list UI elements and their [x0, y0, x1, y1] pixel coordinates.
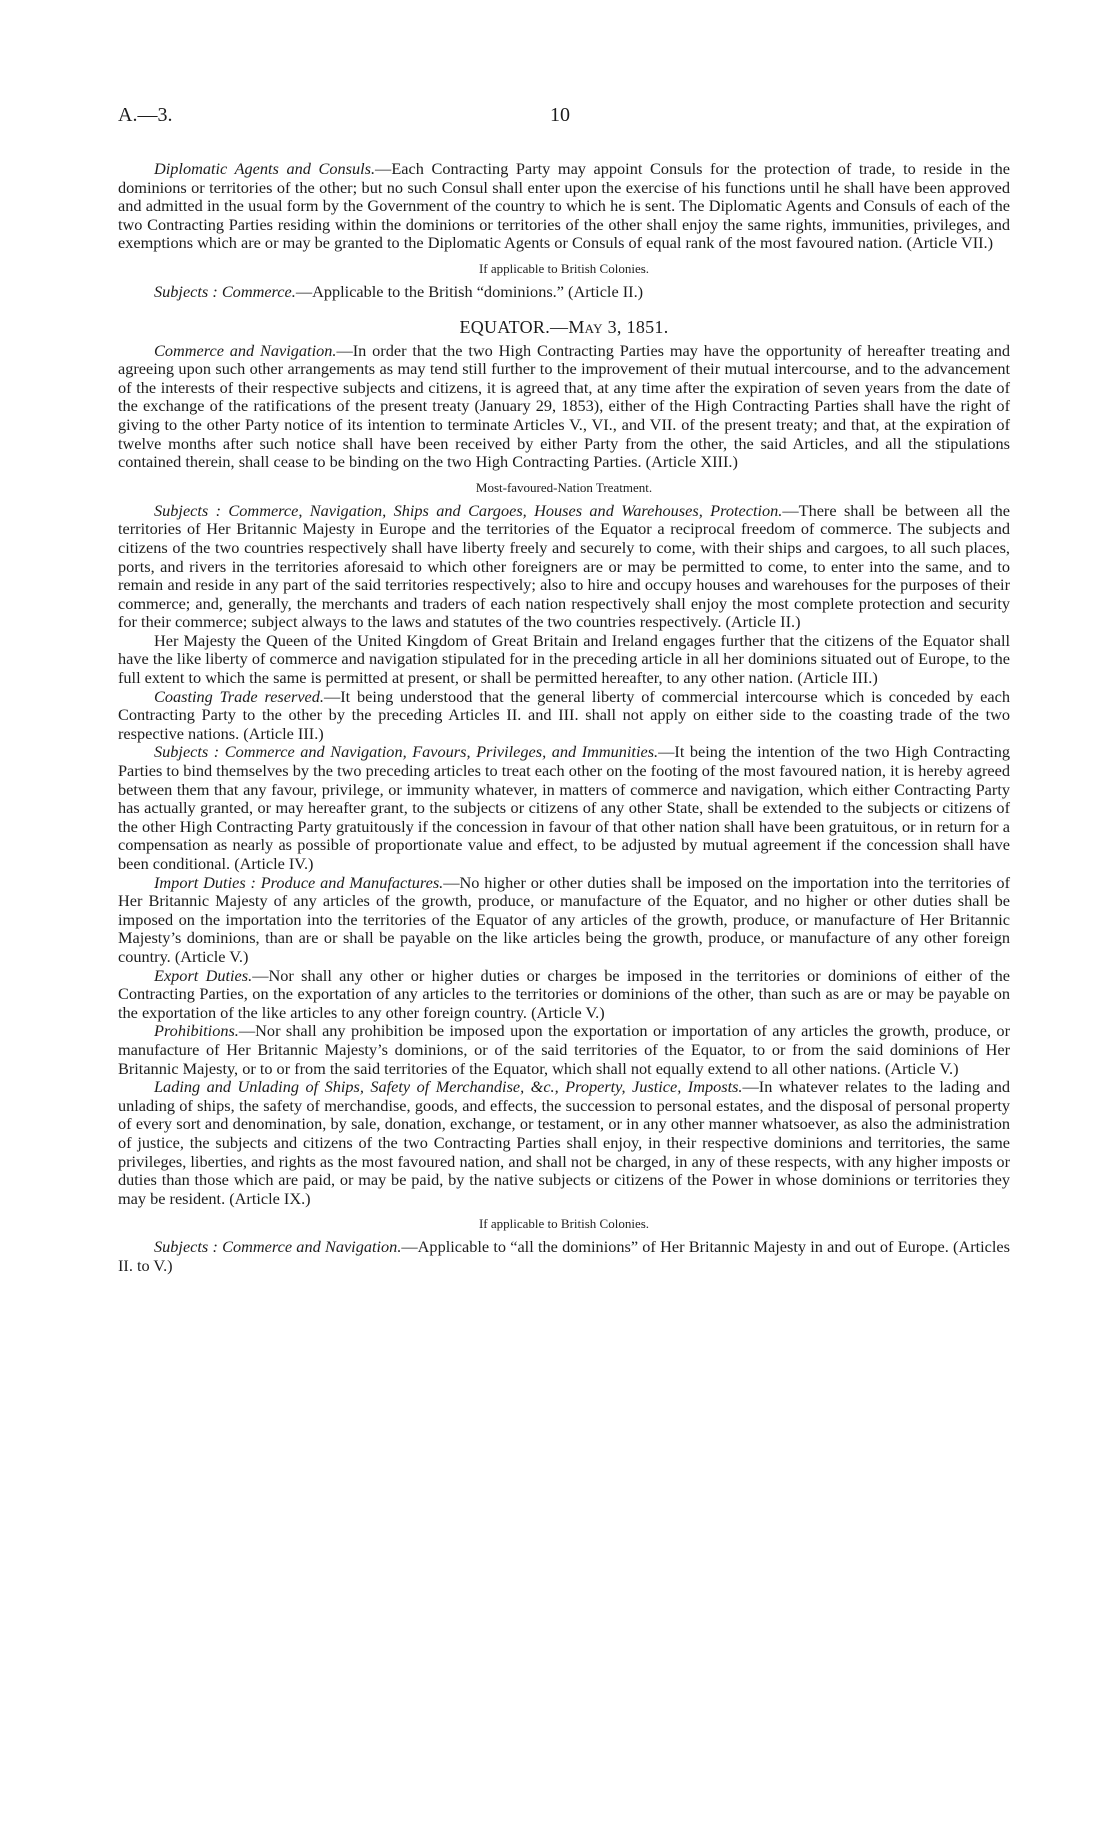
paragraph-commerce-navigation	[118, 342, 1010, 472]
paragraph-prohibitions	[118, 1022, 1010, 1078]
paragraph-lead: Commerce and Navigation.	[154, 340, 337, 360]
paragraph-text: —It being the intention of the two High Contracting Parties to bind themselves by the two preceding articles to treat each other on the footing of the most favoured nation, it is hereby agreed between them that any favour, privilege, or immunity whatever, in matters of commerce and navigation, which either Contracting Party has actually granted, or may hereafter grant, to the subjects or citizens of any other State, shall be extended to the subjects or citizens of the other High Contracting Party gratuitously if the concession in favour of that other nation shall have been gratuitous, or in return for a compensation as nearly as possible of proportionate value and effect, to be adjusted by mutual agreement if the concession shall have been conditional. (Article IV.)	[118, 742, 1010, 873]
paragraph-import-duties	[118, 874, 1010, 967]
paragraph-lead: Prohibitions.	[154, 1021, 239, 1041]
equator-title: EQUATOR.—	[459, 316, 569, 337]
paragraph-lead: Subjects : Commerce.	[154, 281, 296, 301]
paragraph-her-majesty	[118, 632, 1010, 688]
paragraph-lead: Diplomatic Agents and Consuls.	[154, 159, 376, 178]
paragraph-text: —Applicable to the British “dominions.” (Article II.)	[295, 281, 644, 301]
paragraph-text: —Nor shall any other or higher duties or charges be imposed in the territories or dominions of either of the Contracting Parties, on the exportation of any articles to the territories or dominions of the other, than such as are or may be payable on the exportation of the like articles to any other foreign country. (Article V.)	[118, 965, 1011, 1022]
paragraph-lead: Export Duties.	[154, 965, 253, 985]
paragraph-subjects-protection	[118, 502, 1010, 632]
paragraph-text: —There shall be between all the territories of Her Britannic Majesty in Europe and the territories of the Equator a reciprocal freedom of commerce. The subjects and citizens of the two countries respectively shall have liberty freely and securely to come, with their ships and cargoes, to all such places, ports, and rivers in the territories aforesaid to which other foreigners are or may be permitted to come, to enter into the same, and to remain and reside in any part of the said territories respectively; also to hire and occupy houses and warehouses for the purposes of their commerce; and, generally, the merchants and traders of each nation respectively shall enjoy the most complete protection and security for their commerce; subject always to the laws and statutes of the two countries respectively. (Article II.)	[118, 500, 1010, 632]
british-colonies-heading-2: If applicable to British Colonies.	[478, 1216, 650, 1232]
paragraph-diplomatic-agents	[118, 160, 1010, 253]
paragraph-text: —It being understood that the general liberty of commercial intercourse which is conceded by each Contracting Party to the other by the preceding Articles II. and III. shall not apply on either side to the coasting trade of the two respective nations. (Article III.)	[118, 686, 1010, 743]
paragraph-text: —Nor shall any prohibition be imposed upon the exportation or importation of any articles the growth, produce, or manufacture of Her Britannic Majesty’s dominions, or of the said territories of the Equator, to or from the said dominions of Her Britannic Majesty, or to or from the said territories of the Equator, which shall not equally extend to all other nations. (Article V.)	[118, 1021, 1010, 1078]
paragraph-coasting-trade	[118, 688, 1010, 744]
equator-heading	[118, 316, 1010, 338]
paragraph-british-commerce-navigation	[118, 1238, 1010, 1275]
paragraph-lead: Subjects : Commerce, Navigation, Ships and Cargoes, Houses and Warehouses, Protection.	[154, 500, 783, 520]
paragraph-lead: Subjects : Commerce and Navigation, Favours, Privileges, and Immunities.	[154, 742, 659, 762]
paragraph-text: Her Majesty the Queen of the United Kingdom of Great Britain and Ireland engages further that the citizens of the Equator shall have the like liberty of commerce and navigation stipulated for in the preceding article in all her dominions situated out of Europe, to the full extent to which the same is permitted at present, or shall be permitted hereafter, to any other nation. (Article III.)	[118, 630, 1010, 688]
mfn-heading: Most-favoured-Nation Treatment.	[475, 479, 653, 495]
paragraph-lead: Lading and Unlading of Ships, Safety of Merchandise, &c., Property, Justice, Imposts.	[154, 1077, 743, 1097]
paragraph-lading-unlading	[118, 1078, 1010, 1208]
paragraph-text: —Each Contracting Party may appoint Consuls for the protection of trade, to reside in the dominions or territories of the other; but no such Consul shall enter upon the exercise of his functions until he shall have been approved and admitted in the usual form by the Government of the country to which he is sent. The Diplomatic Agents and Consuls of each of the two Contracting Parties residing within the dominions or territories of the other shall enjoy the same rights, immunities, privileges, and exemptions which are or may be granted to the Diplomatic Agents or Consuls of equal rank of the most favoured nation. (Article VII.)	[118, 159, 1010, 253]
paragraph-export-duties	[118, 967, 1010, 1023]
document-reference: A.—3.	[118, 104, 173, 126]
paragraph-text: —Applicable to “all the dominions” of Her Britannic Majesty in and out of Europe. (Articles II. to V.)	[118, 1237, 1010, 1275]
british-colonies-heading: If applicable to British Colonies.	[478, 260, 650, 276]
page-header	[118, 104, 1010, 132]
paragraph-text: —In whatever relates to the lading and unlading of ships, the safety of merchandise, goods, and effects, the succession to personal estates, and the disposal of personal property of every sort and denomination, by sale, donation, exchange, or testament, or in any other manner whatsoever, as also the administration of justice, the subjects and citizens of the two Contracting Parties shall enjoy, in their respective dominions and territories, the same privileges, liberties, and rights as the most favoured nation, and shall not be charged, in any of these respects, with any higher imposts or duties than those which are paid, or may be paid, by the native subjects or citizens of the Power in whose dominions or territories they may be resident. (Article IX.)	[118, 1077, 1010, 1208]
paragraph-text: —No higher or other duties shall be imposed on the importation into the territories of Her Britannic Majesty of any articles of the growth, produce, or manufacture of the Equator, and no higher or other duties shall be imposed on the importation into the territories of the Equator of any articles of the growth, produce, or manufacture of Her Britannic Majesty’s dominions, than are or shall be payable on the like articles being the growth, produce, or manufacture of any other foreign country. (Article V.)	[118, 872, 1010, 966]
paragraph-british-commerce	[118, 283, 1010, 302]
document-body	[118, 160, 1010, 1275]
paragraph-lead: Import Duties : Produce and Manufactures.	[154, 872, 444, 892]
equator-date: May 3, 1851.	[568, 316, 669, 337]
paragraph-lead: Subjects : Commerce and Navigation.	[154, 1237, 402, 1257]
page-number: 10	[550, 104, 570, 126]
paragraph-favours-privileges	[118, 743, 1010, 873]
paragraph-text: —In order that the two High Contracting Parties may have the opportunity of hereafter treating and agreeing upon such other arrangements as may tend still further to the improvement of their mutual intercourse, and to the advancement of the interests of their respective subjects and citizens, it is agreed that, at any time after the expiration of seven years from the date of the exchange of the ratifications of the present treaty (January 29, 1853), either of the High Contracting Parties shall have the right of giving to the other Party notice of its intention to terminate Articles V., VI., and VII. of the present treaty; and that, at the expiration of twelve months after such notice shall have been received by either Party from the other, the said Articles, and all the stipulations contained therein, shall cease to be binding on the two High Contracting Parties. (Article XIII.)	[118, 340, 1011, 472]
paragraph-lead: Coasting Trade reserved.	[154, 686, 324, 706]
